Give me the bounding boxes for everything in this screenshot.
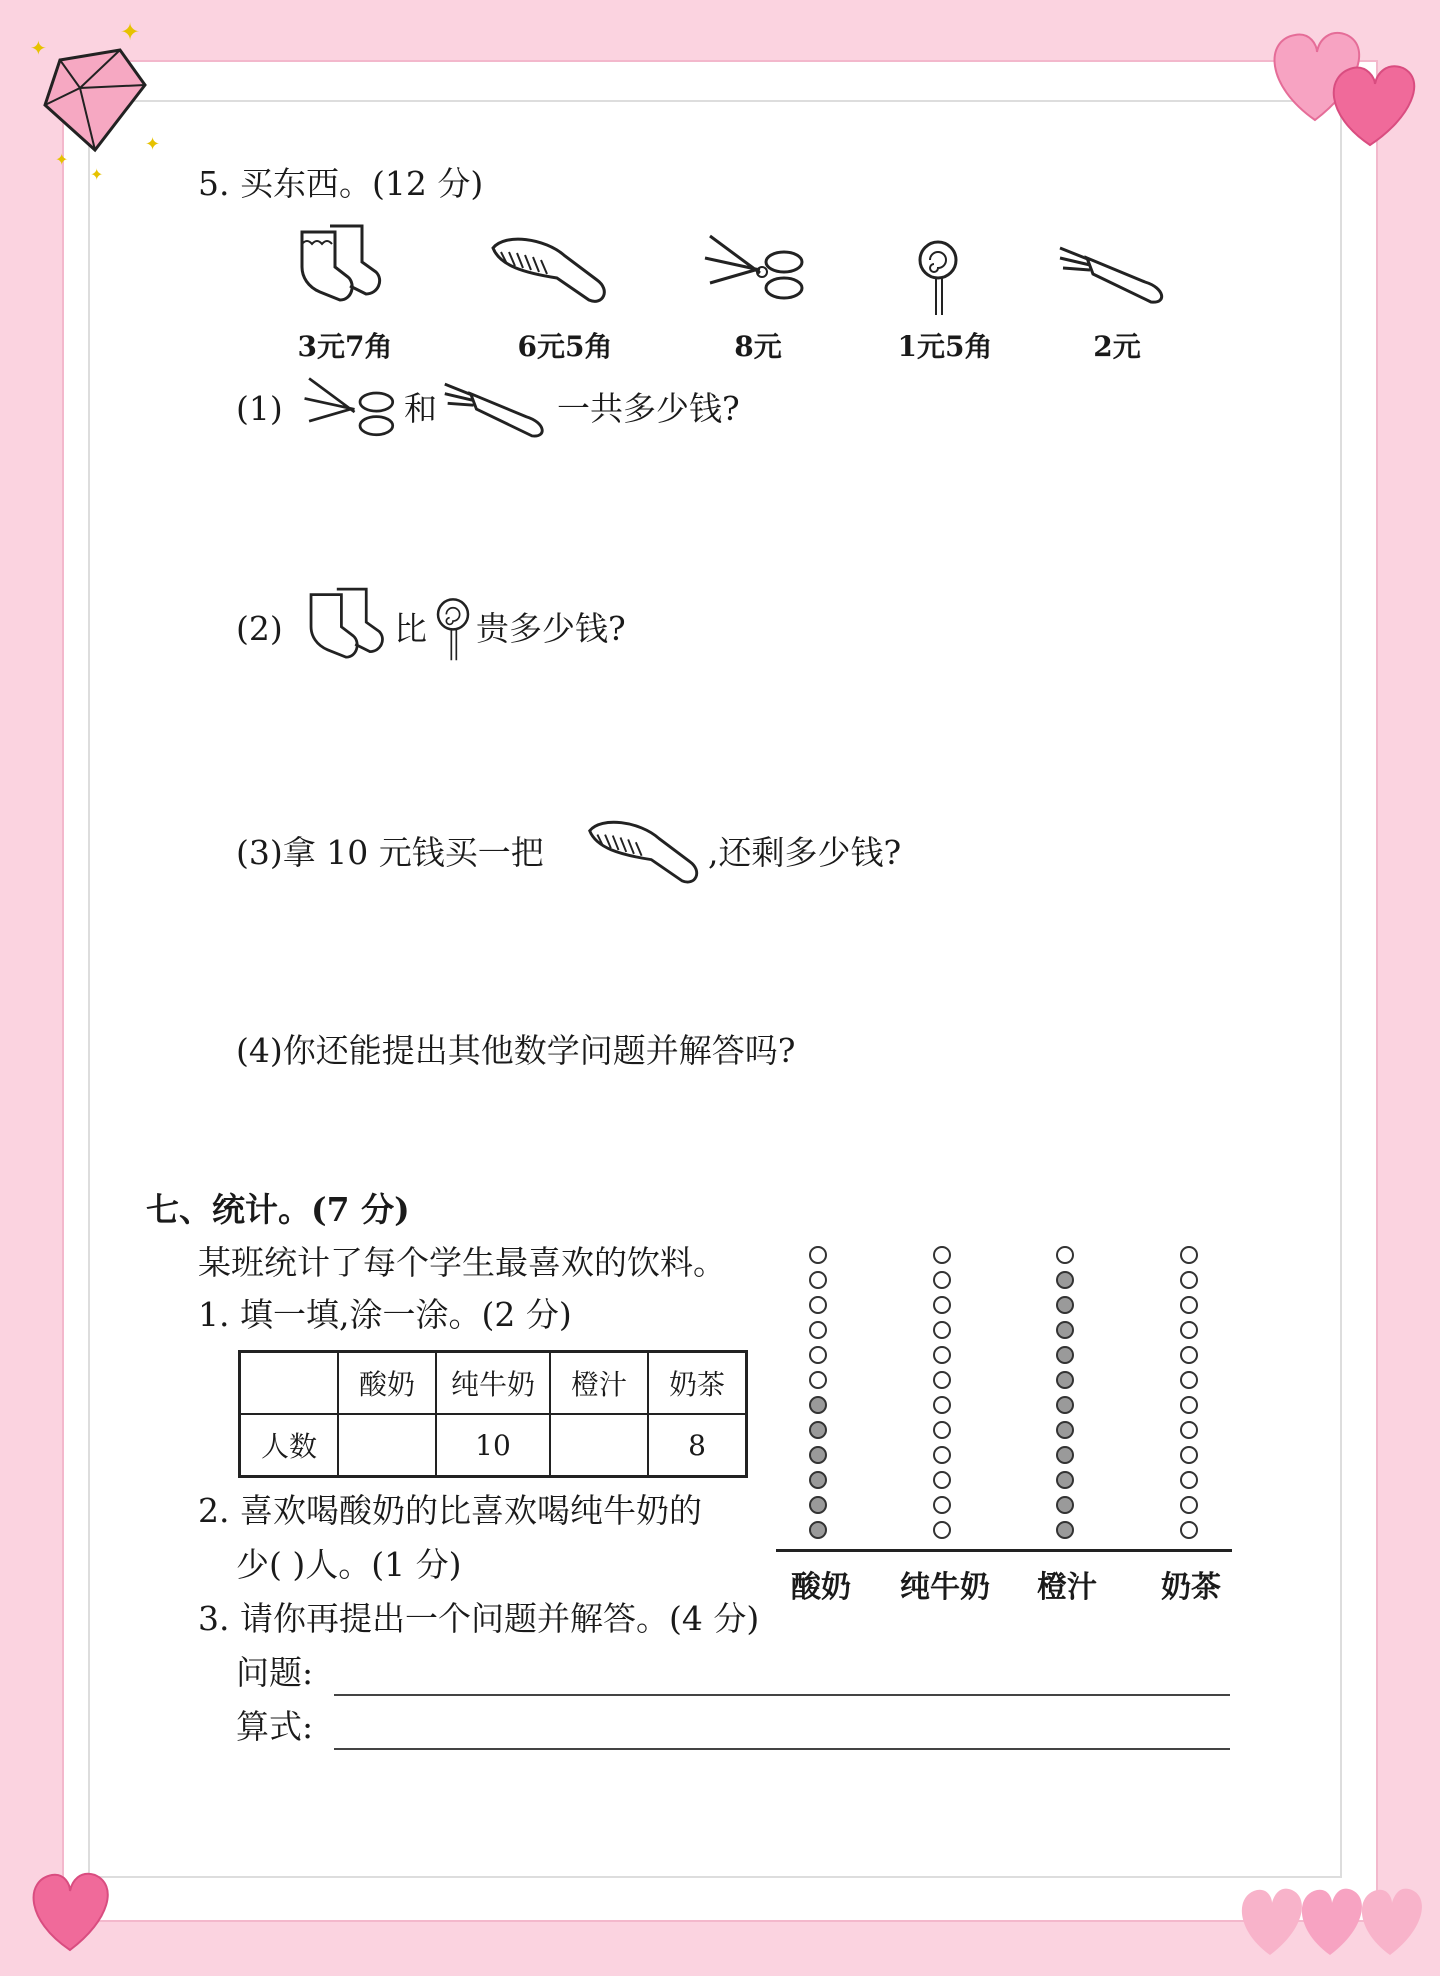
bead[interactable]: [809, 1246, 827, 1264]
table-header-cell: 纯牛奶: [436, 1352, 550, 1415]
q5-sub3-prefix: (3)拿 10 元钱买一把: [236, 833, 544, 872]
q5-sub4: (4)你还能提出其他数学问题并解答吗?: [236, 1031, 796, 1070]
chart-baseline: [776, 1549, 1232, 1552]
price-scissors: 8元: [734, 330, 782, 363]
fork-icon: [440, 375, 555, 445]
bead[interactable]: [1180, 1496, 1198, 1514]
heart-cluster-bottom-right: [1230, 1870, 1435, 1960]
price-comb: 6元5角: [517, 330, 613, 363]
price-fork: 2元: [1093, 330, 1141, 363]
bead[interactable]: [933, 1496, 951, 1514]
table-cell-milk[interactable]: 10: [436, 1414, 550, 1477]
bead[interactable]: [1056, 1446, 1074, 1464]
q5-sub1-suffix: 一共多少钱?: [557, 389, 740, 428]
comb-icon: [485, 228, 615, 308]
svg-text:✦: ✦: [90, 165, 104, 184]
q7-title: 七、统计。(7 分): [146, 1190, 410, 1229]
bead[interactable]: [1180, 1396, 1198, 1414]
bead[interactable]: [809, 1346, 827, 1364]
question-label: 问题:: [236, 1653, 314, 1692]
bead-column-0: [809, 1246, 833, 1546]
bead[interactable]: [933, 1421, 951, 1439]
bead[interactable]: [1056, 1396, 1074, 1414]
bead[interactable]: [1056, 1271, 1074, 1289]
table-row: [240, 1414, 747, 1477]
q5-sub1-prefix: (1): [236, 389, 283, 428]
scissors-icon: [300, 370, 400, 445]
bead[interactable]: [809, 1271, 827, 1289]
scissors-icon: [700, 228, 810, 308]
svg-text:✦: ✦: [120, 18, 141, 46]
bead[interactable]: [809, 1371, 827, 1389]
q5-sub1-mid: 和: [404, 389, 437, 428]
price-lollipop: 1元5角: [897, 330, 993, 363]
bead[interactable]: [1180, 1521, 1198, 1539]
diamond-icon: [20, 10, 161, 184]
question-answer-line[interactable]: [334, 1694, 1230, 1696]
bead[interactable]: [1180, 1471, 1198, 1489]
table-header-cell: 橙汁: [550, 1352, 648, 1415]
chart-label-milk: 纯牛奶: [900, 1570, 990, 1605]
bead[interactable]: [933, 1321, 951, 1339]
bead[interactable]: [933, 1446, 951, 1464]
bead[interactable]: [809, 1296, 827, 1314]
q5-sub2-prefix: (2): [236, 609, 283, 648]
bead[interactable]: [1056, 1421, 1074, 1439]
bead[interactable]: [1180, 1446, 1198, 1464]
bead[interactable]: [1056, 1471, 1074, 1489]
svg-text:✦: ✦: [30, 36, 47, 60]
bead[interactable]: [1056, 1521, 1074, 1539]
chart-label-milktea: 奶茶: [1161, 1570, 1221, 1605]
bead-column-3: [1180, 1246, 1204, 1546]
formula-answer-line[interactable]: [334, 1748, 1230, 1750]
price-socks: 3元7角: [297, 330, 393, 363]
lollipop-icon: [428, 590, 478, 668]
q5-sub2-mid: 比: [394, 609, 427, 648]
bead[interactable]: [933, 1271, 951, 1289]
bead[interactable]: [809, 1471, 827, 1489]
heart-cluster-top-right: [1255, 10, 1435, 150]
svg-text:✦: ✦: [55, 150, 69, 169]
table-header-row: [240, 1352, 747, 1415]
bead[interactable]: [933, 1371, 951, 1389]
table-cell-milktea[interactable]: 8: [648, 1414, 747, 1477]
bead[interactable]: [809, 1446, 827, 1464]
chart-label-juice: 橙汁: [1037, 1570, 1097, 1605]
bead[interactable]: [1056, 1496, 1074, 1514]
bead[interactable]: [1180, 1271, 1198, 1289]
q5-sub3-suffix: ,还剩多少钱?: [708, 833, 902, 872]
bead[interactable]: [809, 1521, 827, 1539]
table-header-cell: [240, 1352, 339, 1415]
bead[interactable]: [1180, 1321, 1198, 1339]
bead[interactable]: [1180, 1371, 1198, 1389]
socks-icon: [300, 582, 392, 667]
chart-label-yogurt: 酸奶: [791, 1570, 851, 1605]
stats-table: [238, 1350, 748, 1478]
bead[interactable]: [1056, 1246, 1074, 1264]
table-row-label: 人数: [240, 1414, 339, 1477]
bead[interactable]: [1056, 1296, 1074, 1314]
table-header-cell: 奶茶: [648, 1352, 747, 1415]
bead[interactable]: [1056, 1321, 1074, 1339]
lollipop-icon: [908, 235, 968, 320]
bead[interactable]: [933, 1246, 951, 1264]
comb-icon: [582, 810, 707, 890]
q7-part3: 3. 请你再提出一个问题并解答。(4 分): [198, 1599, 760, 1638]
bead-column-1: [933, 1246, 957, 1546]
bead[interactable]: [933, 1521, 951, 1539]
heart-bottom-left: [20, 1865, 120, 1955]
bead[interactable]: [1056, 1346, 1074, 1364]
bead[interactable]: [933, 1296, 951, 1314]
q7-part2-line2: 少( )人。(1 分): [236, 1545, 462, 1584]
bead[interactable]: [933, 1471, 951, 1489]
bead[interactable]: [809, 1496, 827, 1514]
q7-part2-line1: 2. 喜欢喝酸奶的比喜欢喝纯牛奶的: [198, 1491, 702, 1530]
bead[interactable]: [933, 1346, 951, 1364]
socks-icon: [290, 222, 390, 307]
svg-text:✦: ✦: [145, 134, 161, 155]
q7-intro: 某班统计了每个学生最喜欢的饮料。: [198, 1243, 726, 1282]
bead[interactable]: [933, 1396, 951, 1414]
bead[interactable]: [809, 1396, 827, 1414]
bead[interactable]: [809, 1421, 827, 1439]
bead[interactable]: [1180, 1346, 1198, 1364]
table-cell-yogurt[interactable]: [338, 1414, 436, 1477]
bead-column-2: [1056, 1246, 1080, 1546]
bead[interactable]: [1180, 1246, 1198, 1264]
table-cell-juice[interactable]: [550, 1414, 648, 1477]
formula-label: 算式:: [236, 1707, 314, 1746]
fork-icon: [1055, 240, 1175, 310]
table-header-cell: 酸奶: [338, 1352, 436, 1415]
bead[interactable]: [1180, 1296, 1198, 1314]
bead[interactable]: [809, 1321, 827, 1339]
bead[interactable]: [1180, 1421, 1198, 1439]
q5-sub2-suffix: 贵多少钱?: [476, 609, 626, 648]
q5-title: 5. 买东西。(12 分): [198, 164, 484, 203]
q7-part1: 1. 填一填,涂一涂。(2 分): [198, 1295, 572, 1334]
bead[interactable]: [1056, 1371, 1074, 1389]
